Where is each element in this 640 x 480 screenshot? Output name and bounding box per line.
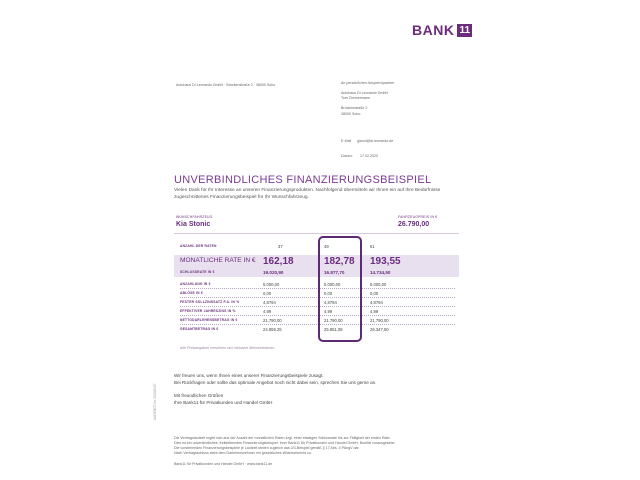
rates-value-1: 37 [278,244,283,249]
logo-box: 11 [459,24,471,36]
row-value: 4,8794 [370,300,383,305]
footer-line-3: Die vorstehenden Finanzierungsbeispiele je Laufzeit stellen zugleich das 2/3-Beispiel gemäß § 17 Abs. 4 PAngV dar. [174,446,360,450]
bank11-logo [412,22,472,38]
footer-line-4: Nach Vertragsschluss steht dem Darlehensnehmer ein gesetzliches Widerrufsrecht zu. [174,451,312,455]
row-label: EFFEKTIVER JAHRESZINS IN % [180,309,236,313]
row-value: 21.790,00 [324,318,343,323]
row-label: ABLÖSE IN € [180,291,203,295]
monthly-label: MONATLICHE RATE IN € [180,257,256,264]
recipient-city: 38000 Soho [341,112,361,116]
row-value: 21.790,00 [263,318,282,323]
row-value: 26.347,50 [370,327,389,332]
date-label: Datum: [341,154,353,158]
sender-line: Autohaus Di Leonardo GmbH · Brückenstraße 2 · 38000 Soho [176,83,276,87]
closing-p2: Bei Rückfragen oder sollte das optimale Angebot noch nicht dabei sein, sprechen Sie uns gerne an. [174,380,377,385]
row-value: 4,99 [370,309,379,314]
footer-bottom: Bank11 für Privatkunden und Handel GmbH · www.bank11.de [174,462,273,466]
row-value: 4,8794 [263,300,276,305]
recipient-company: Autohaus Di Leonardo GmbH [341,91,389,95]
email-label: E-Mail [341,139,352,143]
row-value: 5.000,00 [263,282,280,287]
monthly-value-3: 193,55 [370,256,401,267]
recipient-note: An persönlichen Ansprechpartner [341,81,395,85]
offer-number-sidebar: ANGEBOT-Nr. 2020/0157 [153,383,157,420]
final-value-3: 14.734,50 [370,270,391,275]
table-footnote: Alle Preisangaben verstehen sich inklusive Mehrwertsteuer. [180,346,275,350]
rates-value-3: 61 [370,244,375,249]
monthly-value-1: 162,18 [263,256,294,267]
recommended-column-highlight [318,236,362,342]
row-value: 4,99 [324,309,333,314]
final-value-1: 19.020,90 [263,270,284,275]
footer-line-2: Dies ist ein unverbindliches, freibleibendes Finanzierungsbeispiel. Ihrer Bank11 für Privatkunden und Handel GmbH, Bonität vorausgesetzt. [174,441,396,445]
date-value: 17.02.2020 [360,154,378,158]
row-value: 0,00 [263,291,272,296]
rates-value-2: 49 [324,244,329,249]
page-title: UNVERBINDLICHES FINANZIERUNGSBEISPIEL [174,174,432,186]
vehicle-name: Kia Stonic [176,221,211,228]
rates-label: ANZAHL DER RATEN [180,244,217,248]
vehicle-price: 26.790,00 [398,221,430,228]
footer-line-1: Die Vertragslaufzeit ergibt sich aus der Anzahl der monatlichen Raten zzgl. einer etwaigen Schlussrate bis zur Fälligkeit der ersten Rate. [174,436,391,440]
recipient-contact: Tom Zimmermann [341,96,370,100]
row-value: 4,8794 [324,300,337,305]
row-value: 0,00 [324,291,333,296]
row-value: 5.000,00 [370,282,387,287]
row-value: 24.859,25 [263,327,282,332]
final-value-2: 16.877,70 [324,270,345,275]
vehicle-label: WUNSCHFAHRZEUG [176,215,213,219]
closing-greeting: Mit freundlichen Grüßen [174,393,224,398]
intro-text: Vielen Dank für Ihr Interesse an unseren Finanzierungsprodukten. Nachfolgend übermitteln wir Ihnen ein auf Ihre Bedürfnisse zugeschnittenes Finanzierungsbeispiel für Ihr Wunschfahrzeug. [174,188,441,200]
row-label: GESAMTBETRAG IN € [180,327,219,331]
row-value: 25.851,08 [324,327,343,332]
price-label: FAHRZEUGPREIS IN € [398,215,438,219]
row-label: ANZAHLUNG IN € [180,282,211,286]
final-label: SCHLUSSRATE IN € [180,270,215,274]
recipient-street: Brückenstraße 2 [341,106,368,110]
row-value: 0,00 [370,291,379,296]
row-value: 21.790,00 [370,318,389,323]
row-value: 4,99 [263,309,272,314]
logo-word: BANK [412,22,455,38]
monthly-value-2: 182,78 [324,256,355,267]
divider [174,233,459,234]
closing-signature: Ihre Bank11 für Privatkunden und Handel GmbH [174,400,273,405]
closing-p1: Wir freuen uns, wenn Ihnen eines unserer Finanzierungsbeispiele zusagt. [174,373,324,378]
row-label: FESTER SOLLZINSSATZ P.A. IN % [180,300,240,304]
row-label: NETTODARLEHENSBETRAG IN € [180,318,238,322]
row-value: 5.000,00 [324,282,341,287]
email-value[interactable]: gianni@di-leonardo.de [357,139,394,143]
